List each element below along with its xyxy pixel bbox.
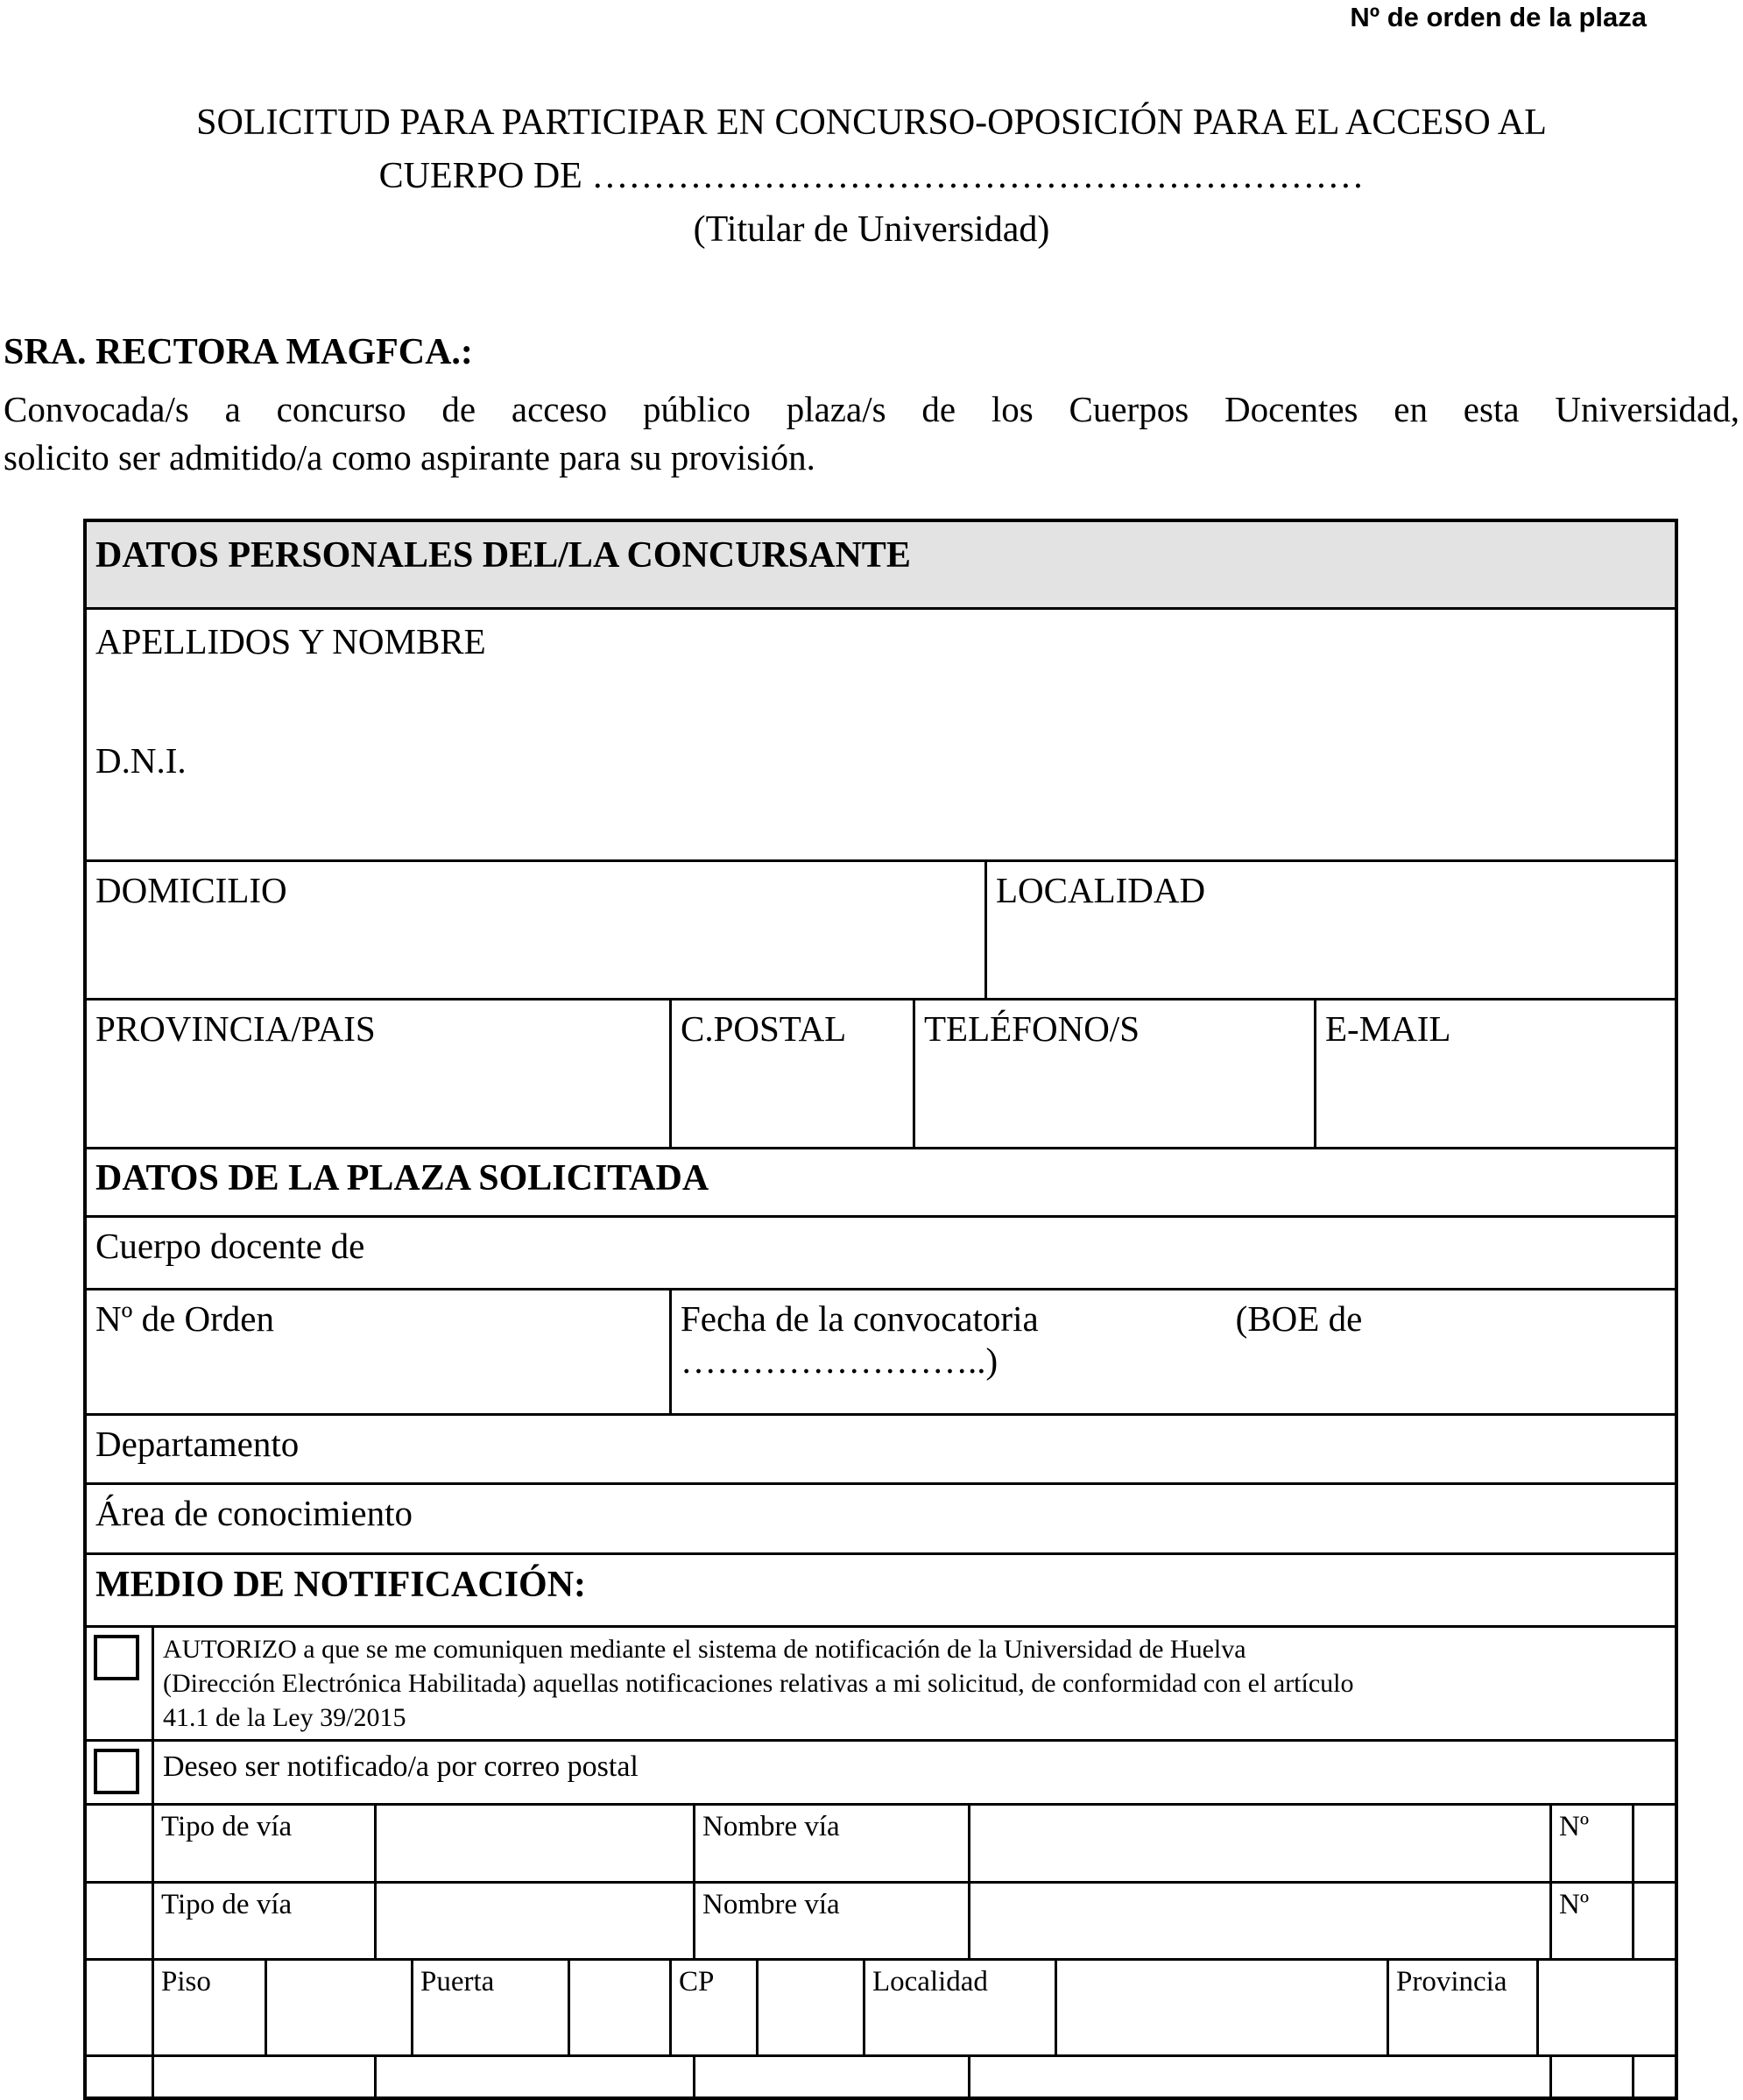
- postal-checkbox[interactable]: [94, 1749, 139, 1794]
- tipo-via-label-2: Tipo de vía: [154, 1884, 377, 1958]
- form-title: [0, 96, 1743, 257]
- autorizo-checkbox[interactable]: [94, 1635, 139, 1680]
- cuerpo-docente-row: [87, 1215, 1675, 1288]
- autorizo-checkbox-cell: [87, 1628, 154, 1739]
- contact-row: [87, 998, 1675, 1147]
- autorizo-text-line-3: 41.1 de la Ley 39/2015: [163, 1703, 406, 1732]
- nombre-via-input-2: [970, 1884, 1552, 1958]
- area-cell: [87, 1485, 1675, 1552]
- salutation: SRA. RECTORA MAGFCA.:: [4, 332, 473, 372]
- tipo-via-label-1: Tipo de vía: [154, 1806, 377, 1881]
- section-datos-personales: [87, 522, 1675, 607]
- departamento-label: Departamento: [95, 1424, 300, 1464]
- name-dni-row: [87, 607, 1675, 859]
- telefono-label: TELÉFONO/S: [924, 1008, 1140, 1049]
- boe-label: (BOE de: [1235, 1298, 1363, 1339]
- via-row-1: [87, 1803, 1675, 1881]
- postal-row: [87, 1739, 1675, 1803]
- clipped-bottom-row: [87, 2054, 1675, 2096]
- clipped-indent: [87, 2057, 154, 2096]
- postal-checkbox-cell: [87, 1742, 154, 1803]
- via-row-2-indent: [87, 1884, 154, 1958]
- address-detail-indent: [87, 1961, 154, 2054]
- nombre-via-label-1: Nombre vía: [695, 1806, 970, 1881]
- tipo-via-input-1: [377, 1806, 695, 1881]
- clipped-cell: [1634, 2057, 1675, 2096]
- dni-label: D.N.I.: [95, 740, 187, 781]
- area-row: [87, 1482, 1675, 1552]
- clipped-cell: [154, 2057, 377, 2096]
- cuerpo-docente-cell: [87, 1218, 1675, 1288]
- provincia-label: PROVINCIA/PAIS: [95, 1008, 376, 1049]
- title-line-1: SOLICITUD PARA PARTICIPAR EN CONCURSO-OPOSICIÓN PARA EL ACCESO AL: [196, 103, 1547, 143]
- departamento-row: [87, 1413, 1675, 1482]
- via-row-1-indent: [87, 1806, 154, 1881]
- localidad-label: LOCALIDAD: [996, 870, 1206, 910]
- clipped-cell: [695, 2057, 970, 2096]
- section-datos-plaza: [87, 1147, 1675, 1215]
- nombre-via-input-1: [970, 1806, 1552, 1881]
- intro-line-1: Convocada/s a concurso de acceso público plaza/s de los Cuerpos Docentes en esta Universidad,: [4, 389, 1739, 429]
- postal-text: Deseo ser notificado/a por correo postal: [163, 1750, 639, 1783]
- autorizo-text: [154, 1628, 1675, 1739]
- name-dni-cell: [87, 610, 1675, 859]
- section-datos-plaza-title: DATOS DE LA PLAZA SOLICITADA: [95, 1158, 709, 1198]
- via-row-2: [87, 1881, 1675, 1958]
- num-input-1: [1634, 1806, 1675, 1881]
- num-orden-label: Nº de Orden: [95, 1298, 274, 1339]
- localidad-cell: [987, 862, 1675, 998]
- area-label: Área de conocimiento: [95, 1493, 413, 1533]
- localidad-detail-label: Localidad: [865, 1961, 1057, 2054]
- piso-input: [267, 1961, 413, 2054]
- email-cell: [1316, 1001, 1675, 1147]
- section-datos-personales-title: DATOS PERSONALES DEL/LA CONCURSANTE: [95, 535, 911, 576]
- num-label-1: Nº: [1552, 1806, 1634, 1881]
- title-line-3: (Titular de Universidad): [693, 209, 1050, 250]
- cp-label: CP: [672, 1961, 759, 2054]
- autorizo-text-line-1: AUTORIZO a que se me comuniquen mediante el sistema de notificación de la Universidad de Huelva: [163, 1635, 1246, 1664]
- puerta-label: Puerta: [413, 1961, 570, 2054]
- tipo-via-input-2: [377, 1884, 695, 1958]
- telefono-cell: [915, 1001, 1316, 1147]
- cpostal-label: C.POSTAL: [681, 1008, 847, 1049]
- clipped-cell: [377, 2057, 695, 2096]
- provincia-detail-label: Provincia: [1389, 1961, 1539, 2054]
- address-detail-row: [87, 1958, 1675, 2054]
- puerta-input: [570, 1961, 672, 2054]
- autorizo-row: [87, 1625, 1675, 1739]
- localidad-detail-input: [1057, 1961, 1389, 2054]
- address-row: [87, 859, 1675, 998]
- name-label: APELLIDOS Y NOMBRE: [95, 621, 486, 661]
- cpostal-cell: [672, 1001, 915, 1147]
- domicilio-cell: [87, 862, 987, 998]
- autorizo-text-line-2: (Dirección Electrónica Habilitada) aquellas notificaciones relativas a mi solicitud, de conformidad con el artículo: [163, 1669, 1354, 1698]
- provincia-detail-input: [1539, 1961, 1675, 2054]
- section-medio-notificacion-title: MEDIO DE NOTIFICACIÓN:: [95, 1565, 587, 1605]
- cuerpo-docente-label: Cuerpo docente de: [95, 1226, 365, 1266]
- domicilio-label: DOMICILIO: [95, 870, 287, 910]
- title-line-2: CUERPO DE ………………………………………………………: [378, 156, 1365, 196]
- section-medio-notificacion: [87, 1552, 1675, 1625]
- piso-label: Piso: [154, 1961, 267, 2054]
- order-number-label: Nº de orden de la plaza: [1350, 2, 1647, 32]
- intro-line-2: solicito ser admitido/a como aspirante para su provisión.: [4, 437, 815, 477]
- intro-paragraph: [4, 385, 1739, 482]
- provincia-cell: [87, 1001, 672, 1147]
- clipped-cell: [970, 2057, 1552, 2096]
- fecha-convocatoria-cell: [672, 1290, 1675, 1413]
- num-input-2: [1634, 1884, 1675, 1958]
- boe-dots: ……………………..): [681, 1340, 999, 1381]
- application-form-table: [83, 519, 1678, 2100]
- departamento-cell: [87, 1416, 1675, 1482]
- cp-input: [759, 1961, 865, 2054]
- nombre-via-label-2: Nombre vía: [695, 1884, 970, 1958]
- clipped-cell: [1552, 2057, 1634, 2096]
- num-label-2: Nº: [1552, 1884, 1634, 1958]
- email-label: E-MAIL: [1325, 1008, 1451, 1049]
- fecha-convocatoria-label: Fecha de la convocatoria: [681, 1298, 1039, 1339]
- orden-fecha-row: [87, 1288, 1675, 1413]
- num-orden-cell: [87, 1290, 672, 1413]
